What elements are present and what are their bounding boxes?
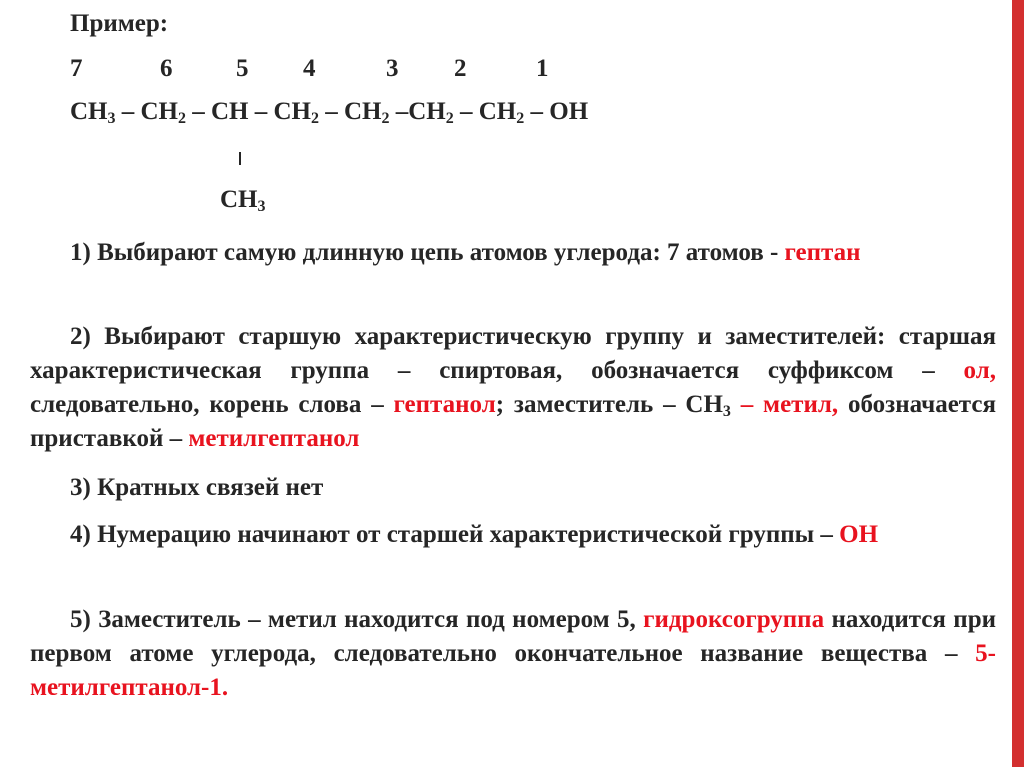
step-1: 1) Выбирают самую длинную цепь атомов углерода: 7 атомов - гептан	[70, 239, 861, 266]
carbon-number-6: 6	[160, 55, 173, 82]
carbon-number-1: 1	[536, 55, 549, 82]
red-accent-bar	[1012, 0, 1024, 767]
carbon-number-3: 3	[386, 55, 399, 82]
structural-formula: $CH_3 - CH_2$ – CH – $CH_2 - CH_2$ $-CH_2 - CH_2$ – OH	[70, 98, 589, 127]
carbon-number-5: 5	[236, 55, 249, 82]
step-4: 4) Нумерацию начинают от старшей характеристической группы – OH	[70, 521, 879, 548]
carbon-number-7: 7	[70, 55, 83, 82]
step-5: 5) Заместитель – метил находится под номером 5, гидроксогруппа находится при первом атоме углерода, следовательно окончательное название вещества – 5-метилгептанол-1.	[30, 606, 996, 701]
carbon-number-4: 4	[303, 55, 316, 82]
branch-bond-line	[239, 152, 241, 165]
carbon-number-2: 2	[454, 55, 467, 82]
step-2: 2) Выбирают старшую характеристическую группу и заместителей: старшая характеристическая группа – спиртовая, обозначается суффиксом – ол, следовательно, корень слова – гептанол; заместитель – $CH_3$ – метил, обозначается приставкой – метилгептанол	[30, 323, 996, 452]
example-title: Пример:	[70, 10, 169, 37]
branch-methyl: $CH_3$	[220, 186, 266, 215]
step-3: 3) Кратных связей нет	[70, 474, 324, 501]
